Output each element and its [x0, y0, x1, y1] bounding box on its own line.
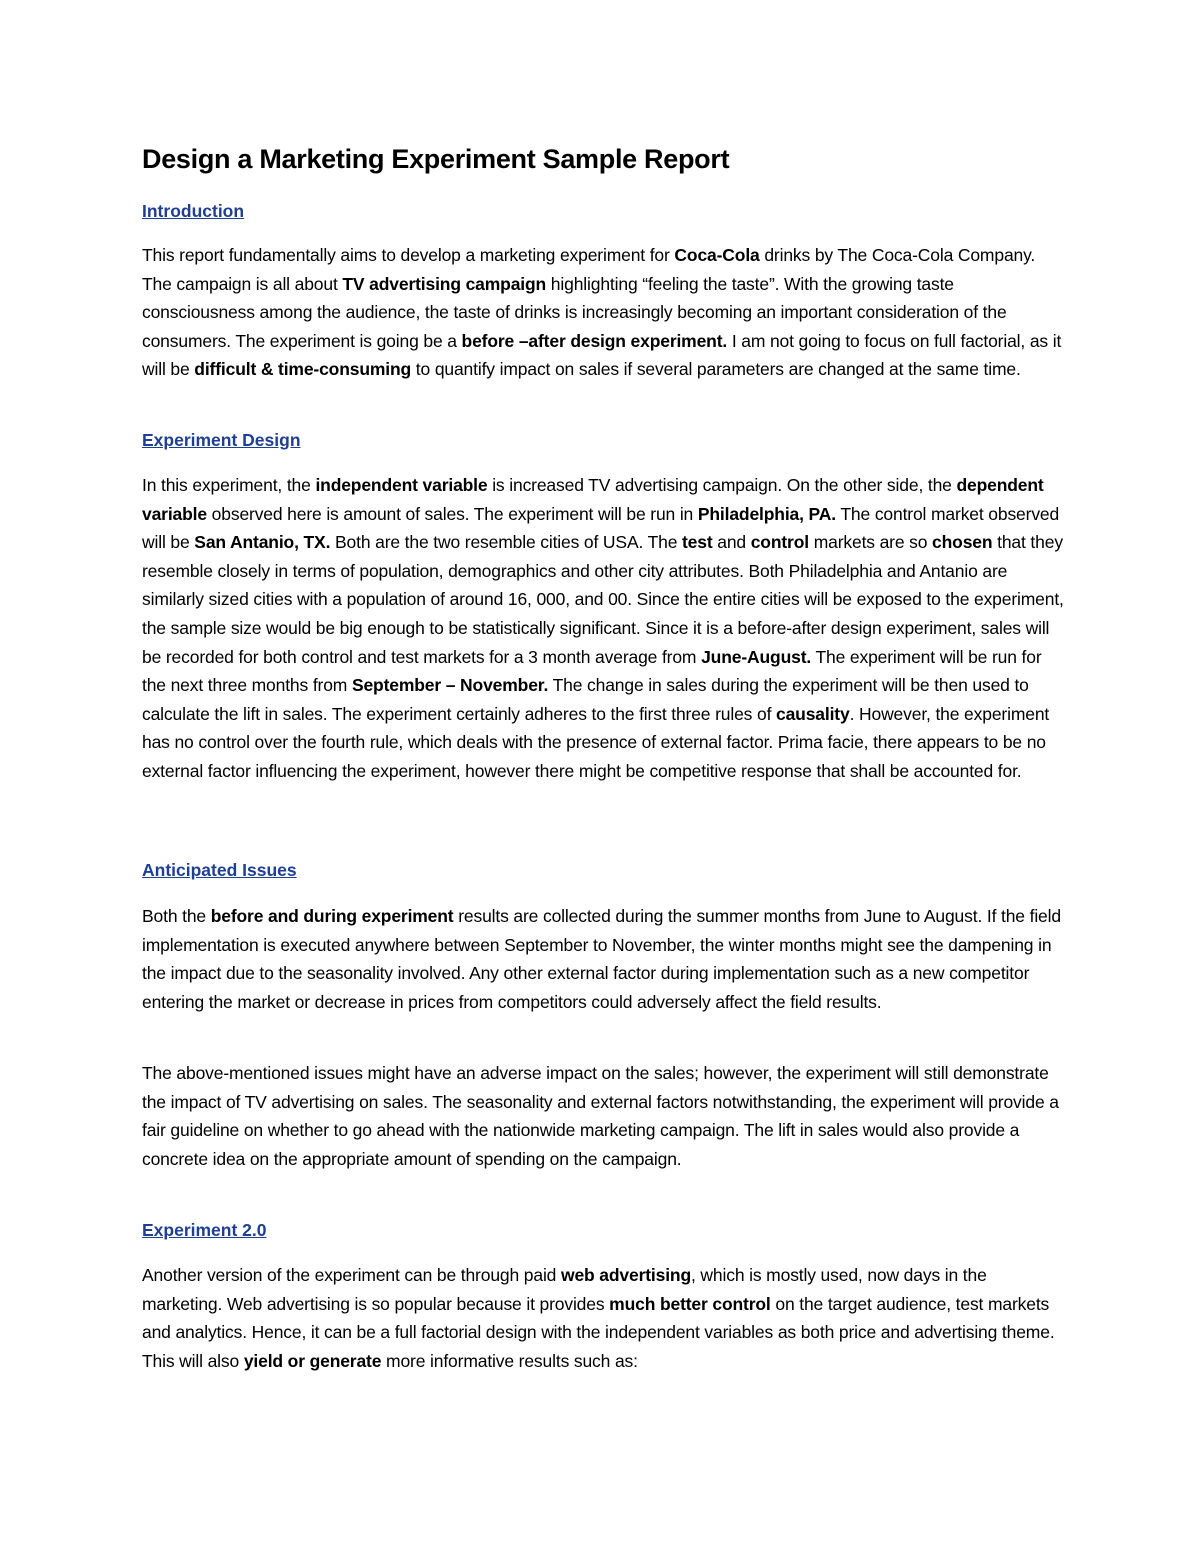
bold-text-run: yield or generate: [243, 1350, 382, 1371]
page-title: Design a Marketing Experiment Sample Report: [142, 144, 730, 174]
text-run: on the target audience, test markets and analytics. Hence, it can be a full factorial design with the independent variables as both price and advertising theme. This will also: [142, 1293, 1055, 1371]
bold-text-run: difficult & time-consuming: [194, 359, 412, 380]
bold-text-run: much better control: [609, 1293, 771, 1314]
section-paragraph: [142, 902, 1064, 1016]
text-run: Another version of the experiment can be through paid: [142, 1265, 561, 1285]
text-run: and: [712, 532, 751, 553]
text-run: is increased TV advertising campaign. On the other side, the: [487, 475, 957, 495]
text-run: In this experiment, the: [142, 475, 316, 495]
bold-text-run: web advertising: [560, 1265, 691, 1285]
text-run: The change in sales during the experiment will be then used to calculate the lift in sales. The experiment certainly adheres to the first three rules of: [142, 675, 1029, 724]
text-run: The experiment will be run for the next three months from: [142, 646, 1042, 696]
bold-text-run: Coca-Cola: [674, 245, 760, 265]
section-paragraph: [142, 241, 1064, 384]
bold-text-run: San Antanio, TX.: [194, 532, 331, 553]
bold-text-run: test: [682, 532, 713, 553]
section-heading-anticipated-issues: Anticipated Issues: [142, 860, 297, 880]
text-run: to quantify impact on sales if several parameters are changed at the same time.: [411, 359, 1021, 380]
text-run: that they resemble closely in terms of population, demographics and other city attributes. Both Philadelphia and Antanio are similarly sized cities with a population of around 16, 000, and 00. Since the entire cities will be exposed to the experiment, the sample size would be big enough to be statistically significant. Since it is a before-after design experiment, sales will be recorded for both control and test markets for a 3 month average from: [142, 532, 1064, 667]
text-run: , which is mostly used, now days in the marketing. Web advertising is so popular because it provides: [142, 1265, 987, 1314]
bold-text-run: TV advertising campaign: [342, 273, 547, 294]
bold-text-run: dependent variable: [142, 475, 1044, 524]
bold-text-run: September – November.: [351, 675, 549, 696]
text-run: This report fundamentally aims to develop a marketing experiment for: [142, 245, 675, 265]
section-paragraph: [142, 1059, 1064, 1173]
text-run: observed here is amount of sales. The experiment will be run in: [206, 503, 698, 524]
section-heading-experiment-design: Experiment Design: [142, 430, 301, 450]
text-run: Both are the two resemble cities of USA. The: [330, 532, 682, 553]
bold-text-run: independent variable: [315, 475, 488, 495]
text-run: Both the: [142, 906, 211, 926]
text-run: more informative results such as:: [381, 1350, 638, 1371]
bold-text-run: before –after design experiment.: [461, 330, 728, 351]
bold-text-run: Philadelphia, PA.: [697, 503, 836, 524]
section-heading-experiment-2: Experiment 2.0: [142, 1220, 267, 1240]
text-run: . However, the experiment has no control over the fourth rule, which deals with the presence of external factor. Prima facie, there appears to be no external factor influencing the experiment, however there might be competitive response that shall be accounted for.: [142, 703, 1050, 781]
section-heading-introduction: Introduction: [142, 201, 245, 221]
bold-text-run: chosen: [932, 532, 993, 553]
section-paragraph: [142, 1261, 1064, 1375]
text-run: highlighting “feeling the taste”. With the growing taste consciousness among the audience, the taste of drinks is increasingly becoming an important consideration of the consumers. The experiment is going be a: [142, 273, 1007, 351]
text-run: markets are so: [808, 532, 933, 553]
section-paragraph: [142, 471, 1064, 786]
text-run: results are collected during the summer months from June to August. If the field implementation is executed anywhere between September to November, the winter months might see the dampening in the impact due to the seasonality involved. Any other external factor during implementation such as a new competitor entering the market or decrease in prices from competitors could adversely affect the field results.: [142, 906, 1061, 1012]
bold-text-run: control: [750, 532, 809, 553]
bold-text-run: causality: [776, 703, 850, 724]
text-run: The control market observed will be: [142, 503, 1060, 553]
bold-text-run: before and during experiment: [210, 906, 454, 926]
text-run: I am not going to focus on full factorial, as it will be: [142, 330, 1062, 380]
bold-text-run: June-August.: [701, 646, 812, 667]
text-run: drinks by The Coca-Cola Company. The campaign is all about: [142, 245, 1036, 294]
text-run: The above-mentioned issues might have an adverse impact on the sales; however, the experiment will still demonstrate the impact of TV advertising on sales. The seasonality and external factors notwithstanding, the experiment will provide a fair guideline on whether to go ahead with the nationwide marketing campaign. The lift in sales would also provide a concrete idea on the appropriate amount of spending on the campaign.: [142, 1063, 1059, 1169]
